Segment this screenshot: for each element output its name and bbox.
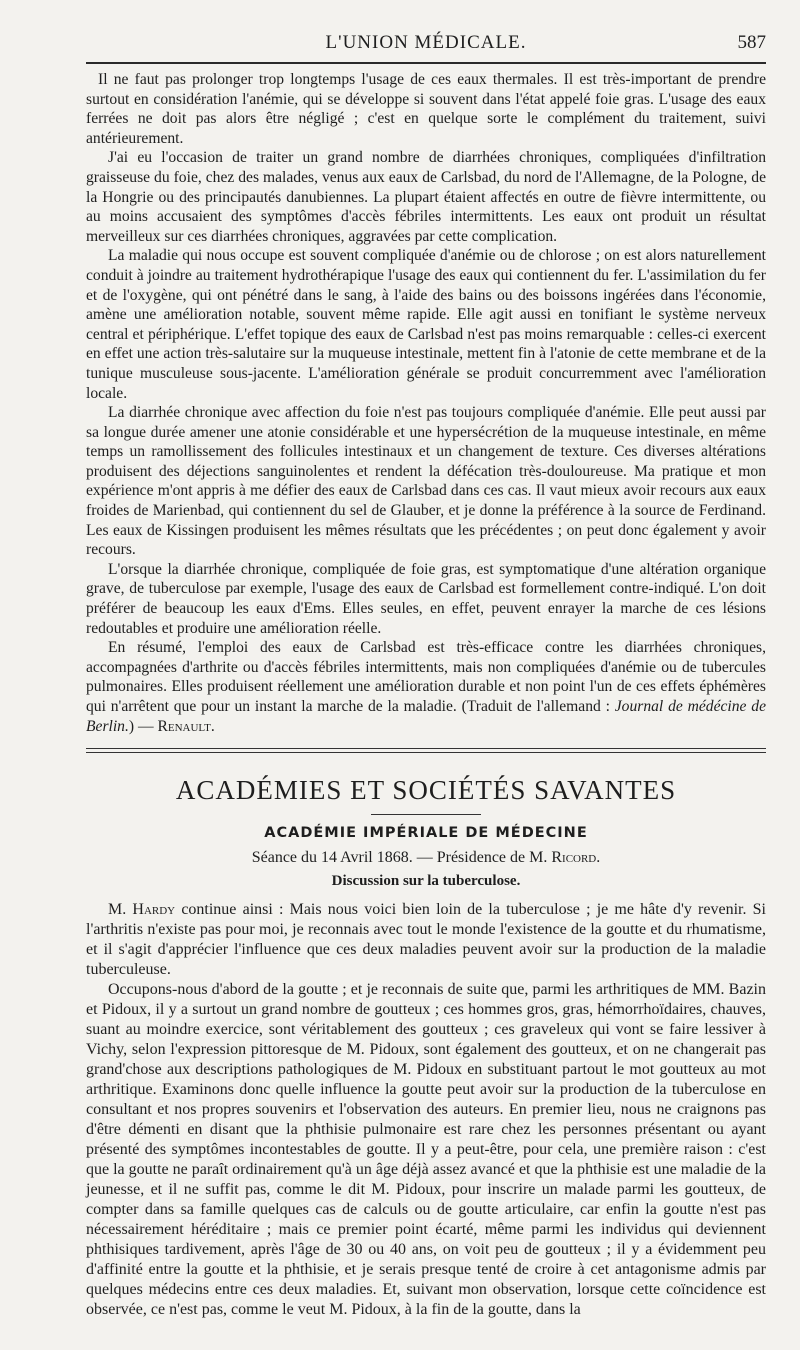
article-tuberculose [86,900,766,1320]
article-carlsbad [86,70,766,736]
author-signature: Renault. [157,717,215,735]
section-title: ACADÉMIES ET SOCIÉTÉS SAVANTES [175,775,677,806]
session-line [86,849,766,867]
paragraph: La diarrhée chronique avec affection du foie n'est pas toujours compliquée d'anémie. Elle peut aussi par sa longue durée amener une atonie considérable et une hypersécrétion de la muqueuse intestinale, en même temps un ramollissement des follicules intestinaux et un changement de texture. Ces diverses altérations produisent des déjections sanguinolentes et rendent la défécation très-douloureuse. Ma pratique et mon expérience m'ont appris à me défier des eaux de Carlsbad dans ces cas. Il vaut mieux avoir recours aux eaux froides de Marienbad, qui contiennent du sel de Glauber, et je donne la préférence à la source de Ferdinand. Les eaux de Kissingen produisent les mêmes résultats que les précédentes ; on peut donc également y avoir recours. [86,404,766,559]
paragraph: Il ne faut pas prolonger trop longtemps l'usage de ces eaux thermales. Il est très-important de prendre surtout en considération l'anémie, qui se développe si souvent dans l'état appelé foie gras. L'usage des eaux ferrées ne doit pas alors être négligé ; c'est en quelque sorte le complément du traitement, suivi antérieurement. [86,71,766,147]
paragraph: Occupons-nous d'abord de la goutte ; et je reconnais de suite que, parmi les arthritiques de MM. Bazin et Pidoux, il y a surtout un grand nombre de goutteux ; ces hommes gros, gras, hémorrhoïdaires, chauves, suant au moindre exercice, sont véritablement des goutteux ; ces graveleux qui vont se faire lessiver à Vichy, selon l'expression pittoresque de M. Pidoux, sont également des goutteux, et on ne changerait pas grand'chose aux descriptions pathologiques de M. Pidoux en substituant partout le mot goutteux au mot arthritique. Examinons donc quelle influence la goutte peut avoir sur la production de la tuberculose en consultant et nos propres souvenirs et l'observation des auteurs. En premier lieu, nous ne craignons pas d'être démenti en disant que la phthisie pulmonaire est rare chez les personnes présentant ou ayant présenté des symptômes incontestables de goutte. Il y a peut-être, pour cela, une première raison : c'est que la goutte ne paraît ordinairement qu'à un âge déjà assez avancé et que la phthisie est une maladie de la jeunesse, et il ne suffit pas, comme le dit M. Pidoux, pour inscrire un malade parmi les goutteux, de compter dans sa famille quelques cas de calculs ou de goutte articulaire, car enfin la goutte n'est pas nécessairement héréditaire ; mais ce premier point écarté, même parmi les individus qui deviennent phthisiques tardivement, après l'âge de 30 ou 40 ans, on voit peu de goutteux ; il y a évidemment peu d'affinité entre la goutte et la phthisie, et je serais presque tenté de croire à cet antagonisme admis par quelques médecins entre ces deux maladies. Et, suivant mon observation, lorsque cette coïncidence est observée, ce n'est pas, comme le veut M. Pidoux, à la fin de la goutte, dans la [86,981,766,1319]
president-name: Ricord. [551,849,601,867]
paragraph: L'orsque la diarrhée chronique, compliquée de foie gras, est symptomatique d'une altération organique grave, de tuberculose par exemple, l'usage des eaux de Carlsbad est formellement contre-indiqué. L'on doit préférer de beaucoup les eaux d'Ems. Elles seules, en effet, peuvent enrayer la marche de ces lésions redoutables et produire une amélioration réelle. [86,560,766,637]
paragraph: La maladie qui nous occupe est souvent compliquée d'anémie ou de chlorose ; on est alors naturellement conduit à joindre au traitement hydrothérapique l'usage des eaux qui contiennent du fer. L'assimilation du fer et de l'oxygène, qui ont pénétré dans le sang, à l'aide des bains ou des boissons ingérées dans l'économie, amène une amélioration notable, souvent même rapide. Elle agit aussi en tonifiant le système nerveux central et périphérique. L'effet topique des eaux de Carlsbad n'est pas moins remarquable : celles-ci exercent en effet une action très-salutaire sur la muqueuse intestinale, mettent fin à l'atonie de cette membrane et de la tunique musculeuse sous-jacente. L'amélioration générale se produit concurremment avec l'amélioration locale. [86,247,766,402]
session-date: Séance du 14 Avril 1868. — Présidence de M. [251,849,552,867]
speaker-name: Hardy [132,901,176,919]
speaker-prefix: M. [108,901,133,919]
paragraph-summary [86,638,766,736]
speech-text: continue ainsi : Mais nous voici bien loin de la tuberculose ; je me hâte d'y revenir. Si l'arthritis n'existe pas pour moi, je reconnais avec tout le monde l'existence de la goutte et du rhumatisme, et il s'agit d'apprécier l'influence que ces deux maladies peuvent avoir sur la production de la maladie tuberculeuse. [86,901,766,979]
discussion-heading: Discussion sur la tuberculose. [331,873,521,890]
citation-close: ) — [128,717,158,735]
running-header [86,0,766,62]
paragraph [86,900,766,980]
page-number: 587 [737,32,766,53]
paragraph: J'ai eu l'occasion de traiter un grand nombre de diarrhées chroniques, compliquées d'infiltration graisseuse du foie, chez des malades, venus aux eaux de Carlsbad, du nord de l'Allemagne, de la Pologne, de la Hongrie ou des principautés danubiennes. La plupart étaient affectés en outre de fièvre intermittente, ou au moins accusaient des symptômes d'accès fébriles intermittents. Les eaux ont produit un résultat merveilleux sur ces diarrhées chroniques, aggravées par cette complication. [86,149,766,245]
journal-title: L'UNION MÉDICALE. [325,32,527,53]
header-rule [86,62,766,64]
title-rule [371,814,481,815]
summary-text: En résumé, l'emploi des eaux de Carlsbad est très-efficace contre les diarrhées chroniques, accompagnées d'arthrite ou d'accès fébriles intermittents, mais non compliquées d'anémie ou de tubercules pulmonaires. Elles produisent réellement une amélioration durable et non point l'un de ces effets éphémères qui n'arrêtent que pour un instant la marche de la maladie. (Traduit de l'allemand : [86,639,766,715]
academy-title: ACADÉMIE IMPÉRIALE DE MÉDECINE [264,825,588,842]
journal-citation: Journal de médécine de Berlin. [86,698,766,735]
section-divider [86,748,766,753]
